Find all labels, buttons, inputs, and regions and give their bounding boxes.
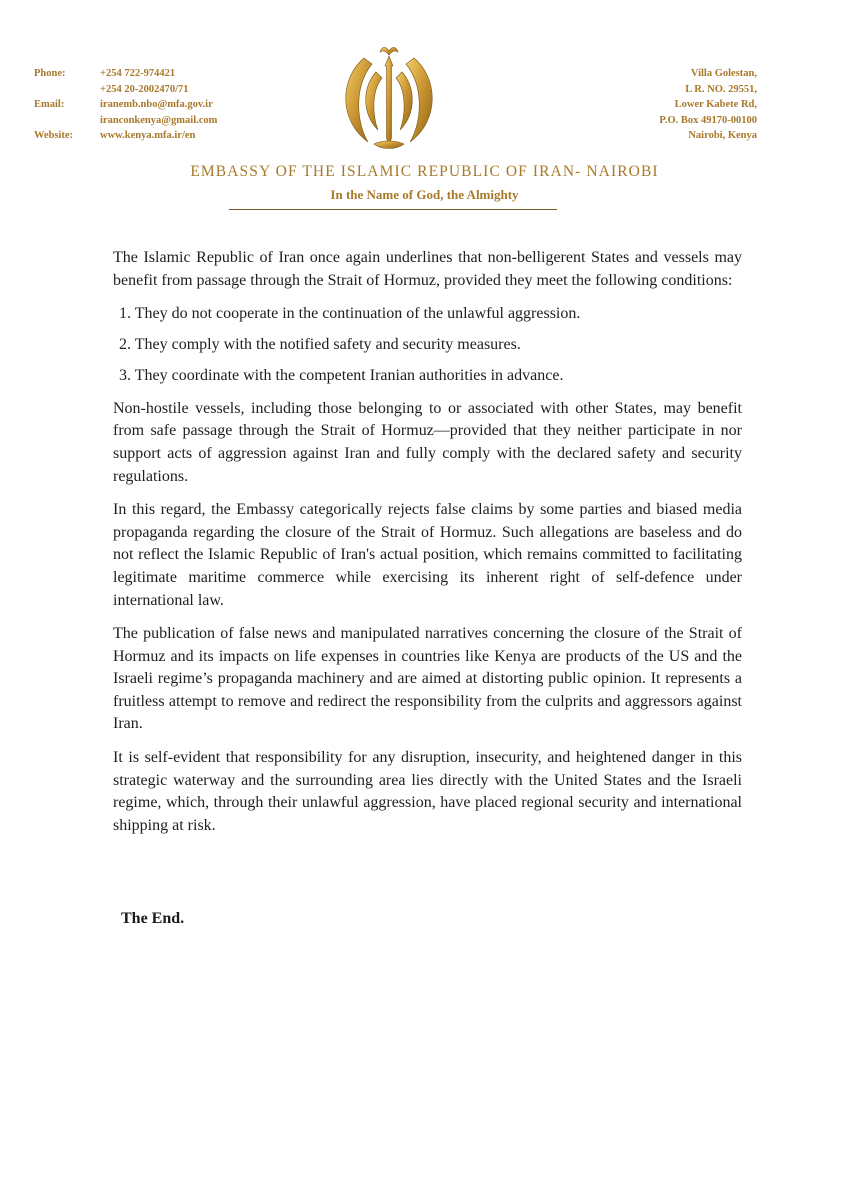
paragraph-responsibility: It is self-evident that responsibility for any disruption, insecurity, and heightened danger in this strategic waterway and the surrounding area lies directly with the United States and the Israeli regime, which, through their unlawful aggression, have placed regional security and international shipping at risk. [113,749,742,834]
header-divider [229,209,557,210]
phone-number-1: +254 722-974421 [100,68,176,79]
address-line-3: Lower Kabete Rd, [674,99,757,110]
website-label: Website: [34,130,74,141]
email-address-2: iranconkenya@gmail.com [100,114,218,126]
phone-row [34,66,217,97]
paragraph-rejection: In this regard, the Embassy categorically rejects false claims by some parties and biased media propaganda regarding the closure of the Strait of Hormuz. Such allegations are baseless and do not reflect the Islamic Republic of Iran's actual position, which remains committed to facilitating legitimate maritime commerce while exercising its inherent right of self-defence under international law. [113,501,742,609]
phone-number-2: +254 20-2002470/71 [100,83,189,95]
email-row [34,97,217,128]
address-line-2: L R. NO. 29551, [685,83,757,95]
phone-values [100,66,189,97]
closing-text: The End. [121,910,185,927]
website-row [34,128,217,144]
condition-item: 3. They coordinate with the competent Iranian authorities in advance. [119,367,564,385]
conditions-list [113,303,742,388]
invocation: In the Name of God, the Almighty [330,187,519,202]
contact-block [34,66,217,144]
address-line-5: Nairobi, Kenya [688,130,757,141]
phone-label: Phone: [34,68,66,79]
website-url: www.kenya.mfa.ir/en [100,130,196,141]
condition-item: 2. They comply with the notified safety and security measures. [119,336,521,354]
paragraph-safe-passage: Non-hostile vessels, including those belonging to or associated with other States, may benefit from safe passage through the Strait of Hormuz—provided that they neither participate in nor support acts of aggression against Iran and fully comply with the declared safety and security regulations. [113,399,742,485]
condition-item: 1. They do not cooperate in the continuation of the unlawful aggression. [119,305,581,323]
website-values [100,128,195,144]
email-address-1: iranemb.nbo@mfa.gov.ir [100,99,213,110]
address-line-1: Villa Golestan, [690,68,757,79]
intro-paragraph: The Islamic Republic of Iran once again underlines that non-belligerent States and vessels may benefit from passage through the Strait of Hormuz, provided they meet the following conditions: [113,249,742,289]
address-block [659,66,757,144]
embassy-title: EMBASSY OF THE ISLAMIC REPUBLIC OF IRAN- NAIROBI [190,163,659,180]
letter-body [113,247,742,848]
paragraph-false-news: The publication of false news and manipulated narratives concerning the closure of the Strait of Hormuz and its impacts on life expenses in countries like Kenya are products of the US and the Israeli regime’s propaganda machinery and are aimed at distorting public opinion. It represents a fruitless attempt to remove and redirect the responsibility from the culprits and aggressors against Iran. [113,625,742,733]
email-values [100,97,217,128]
iran-emblem-icon [334,42,444,162]
address-line-4: P.O. Box 49170-00100 [659,114,757,126]
email-label: Email: [34,99,65,110]
